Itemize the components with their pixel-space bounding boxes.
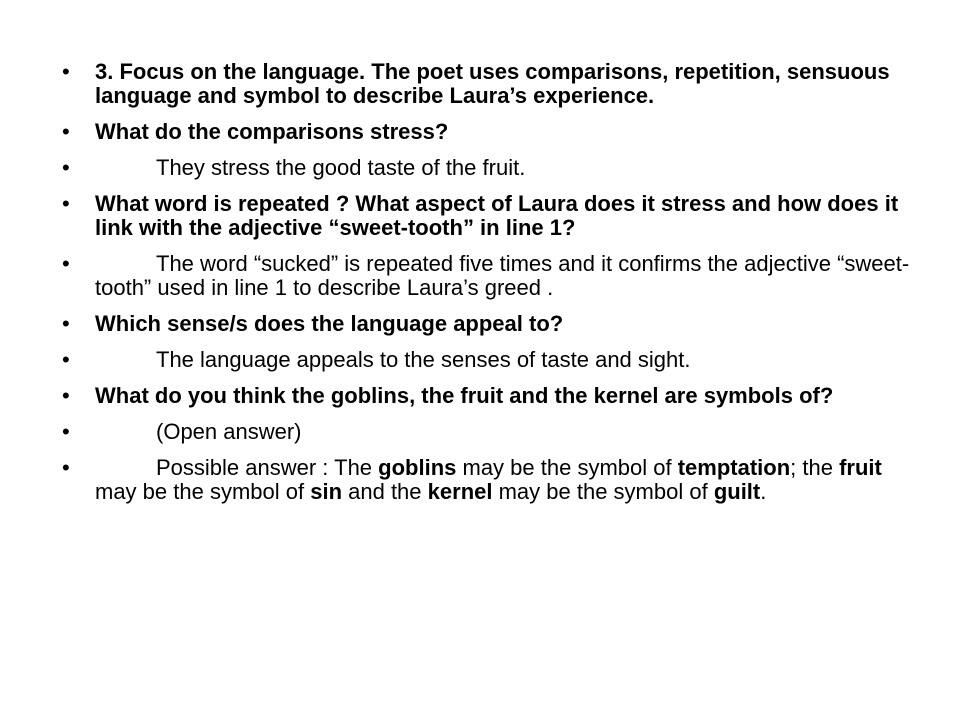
bullet-icon: • (62, 251, 70, 276)
item-text-part: Possible answer : The (156, 455, 379, 480)
item-text: What do the comparisons stress? (95, 119, 449, 144)
item-text-part: may be the symbol of (456, 455, 678, 480)
item-text-emphasis: sin (310, 479, 343, 504)
item-text: The word “sucked” is repeated five times and it confirms the adjective “sweet-tooth” used in line 1 to describe Laura’s greed . (95, 251, 910, 300)
item-text-emphasis: goblins (378, 455, 457, 480)
item-text-part: . (760, 479, 767, 504)
list-item (62, 312, 912, 336)
item-text-part: may be the symbol of (95, 479, 311, 504)
item-text-emphasis: temptation (677, 455, 791, 480)
bullet-icon: • (62, 347, 70, 372)
item-text-part: and the (342, 479, 428, 504)
list-item (62, 156, 912, 180)
item-text: Which sense/s does the language appeal to? (95, 311, 564, 336)
item-text: What word is repeated ? What aspect of Laura does it stress and how does it link with the adjective “sweet-tooth” in line 1? (95, 191, 899, 240)
list-item (62, 420, 912, 444)
list-item (62, 456, 912, 504)
item-text-emphasis: kernel (427, 479, 493, 504)
bullet-icon: • (62, 455, 70, 480)
item-text: What do you think the goblins, the fruit and the kernel are symbols of? (95, 383, 834, 408)
bullet-icon: • (62, 311, 70, 336)
item-text-part: may be the symbol of (492, 479, 714, 504)
bullet-icon: • (62, 383, 70, 408)
list-item (62, 60, 912, 108)
item-text: The language appeals to the senses of taste and sight. (156, 347, 691, 372)
bullet-icon: • (62, 59, 70, 84)
list-item (62, 192, 912, 240)
bullet-icon: • (62, 419, 70, 444)
bullet-list (62, 60, 912, 516)
list-item (62, 252, 912, 300)
item-text-emphasis: guilt (713, 479, 761, 504)
list-item (62, 348, 912, 372)
item-text: 3. Focus on the language. The poet uses comparisons, repetition, sensuous language and symbol to describe Laura’s experience. (95, 59, 890, 108)
item-text-part: ; the (790, 455, 840, 480)
bullet-icon: • (62, 155, 70, 180)
bullet-icon: • (62, 119, 70, 144)
list-item (62, 120, 912, 144)
item-text-emphasis: fruit (839, 455, 882, 480)
item-text: (Open answer) (156, 419, 302, 444)
item-text: They stress the good taste of the fruit. (156, 155, 526, 180)
list-item (62, 384, 912, 408)
bullet-icon: • (62, 191, 70, 216)
